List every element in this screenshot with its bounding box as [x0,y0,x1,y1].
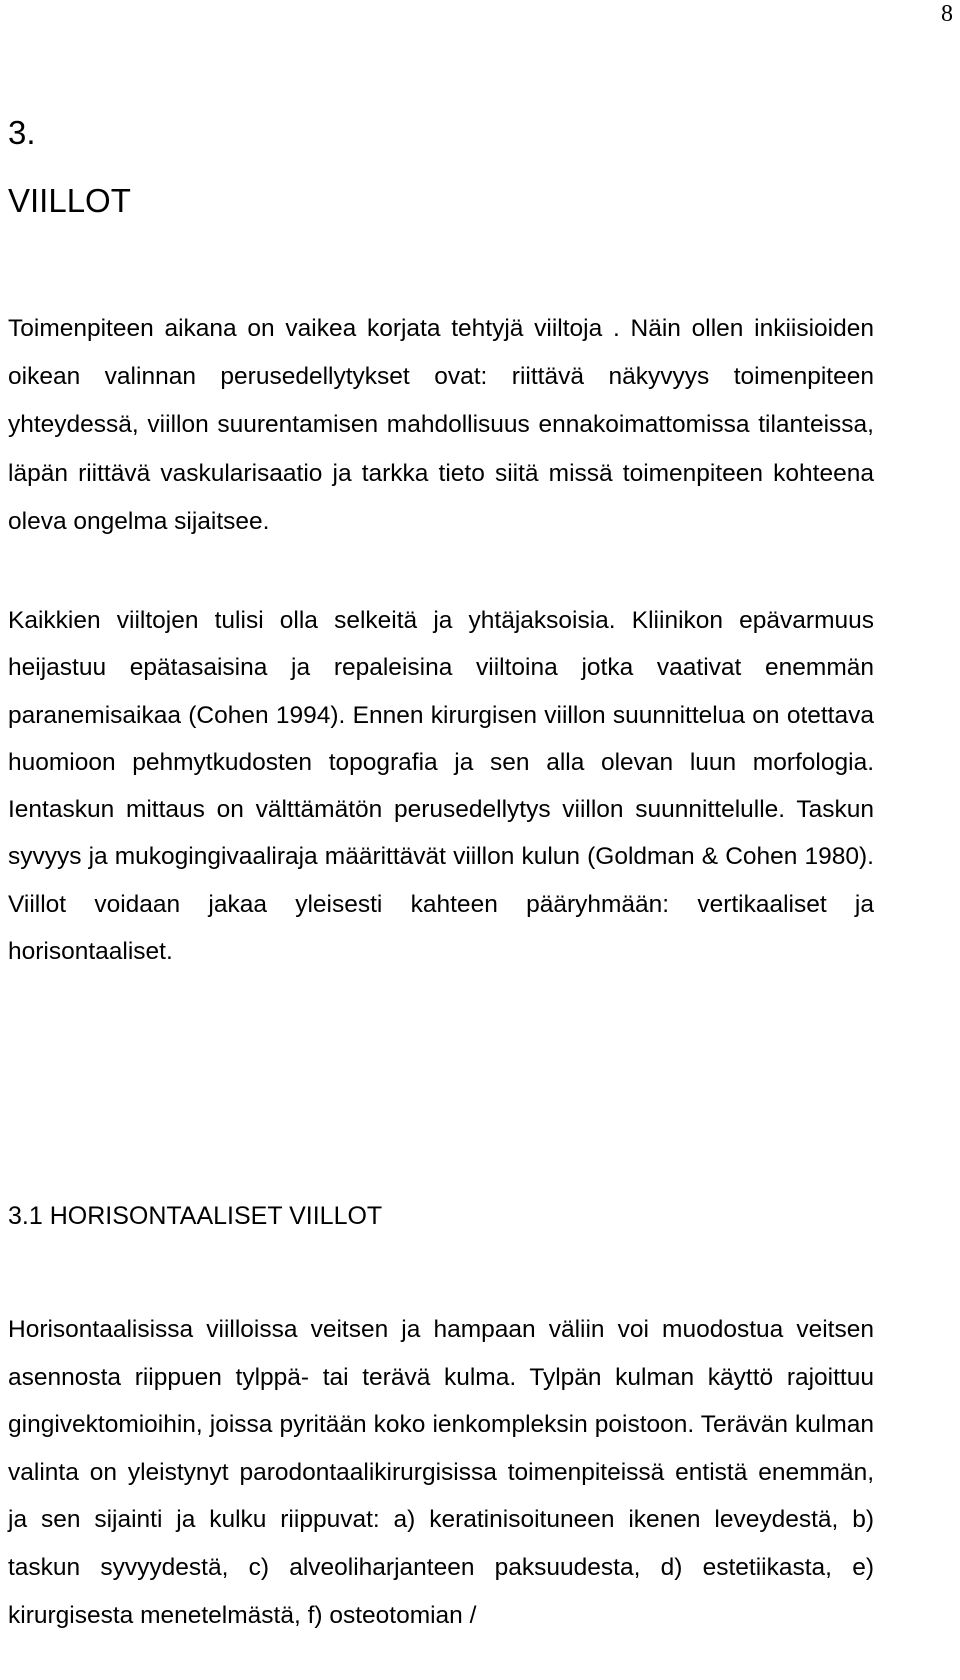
subsection-title: 3.1 HORISONTAALISET VIILLOT [8,1202,383,1230]
body-paragraph-1: Toimenpiteen aikana on vaikea korjata tehtyjä viiltoja . Näin ollen inkiisioiden oikean valinnan perusedellytykset ovat: riittävä näkyvyys toimenpiteen yhteydessä, viillon suurentamisen mahdollisuus ennakoimattomissa tilanteissa, läpän riittävä vaskularisaatio ja tarkka tieto siitä missä toimenpiteen kohteena oleva ongelma sijaitsee. [8,315,874,535]
page-number: 8 [941,1,953,27]
section-title: VIILLOT [8,182,131,219]
section-number: 3. [8,114,36,151]
body-paragraph-2: Kaikkien viiltojen tulisi olla selkeitä ja yhtäjaksoisia. Kliinikon epävarmuus heijastuu epätasaisina ja repaleisina viiltoina jotka vaativat enemmän paranemisaikaa (Cohen 1994). Ennen kirurgisen viillon suunnittelua on otettava huomioon pehmytkudosten topografia ja sen alla olevan luun morfologia. Ientaskun mittaus on välttämätön perusedellytys viillon suunnittelulle. Taskun syvyys ja mukogingivaaliraja määrittävät viillon kulun (Goldman & Cohen 1980). Viillot voidaan jakaa yleisesti kahteen pääryhmään: vertikaaliset ja horisontaaliset. [8,607,874,966]
subsection-paragraph: Horisontaalisissa viilloissa veitsen ja hampaan väliin voi muodostua veitsen asennosta riippuen tylppä- tai terävä kulma. Tylpän kulman käyttö rajoittuu gingivektomioihin, joissa pyritään koko ienkompleksin poistoon. Terävän kulman valinta on yleistynyt parodontaalikirurgisissa toimenpiteissä entistä enemmän, ja sen sijainti ja kulku riippuvat: a) keratinisoituneen ikenen leveydestä, b) taskun syvyydestä, c) alveoliharjanteen paksuudesta, d) estetiikasta, e) kirurgisesta menetelmästä, f) osteotomian / [8,1316,874,1629]
